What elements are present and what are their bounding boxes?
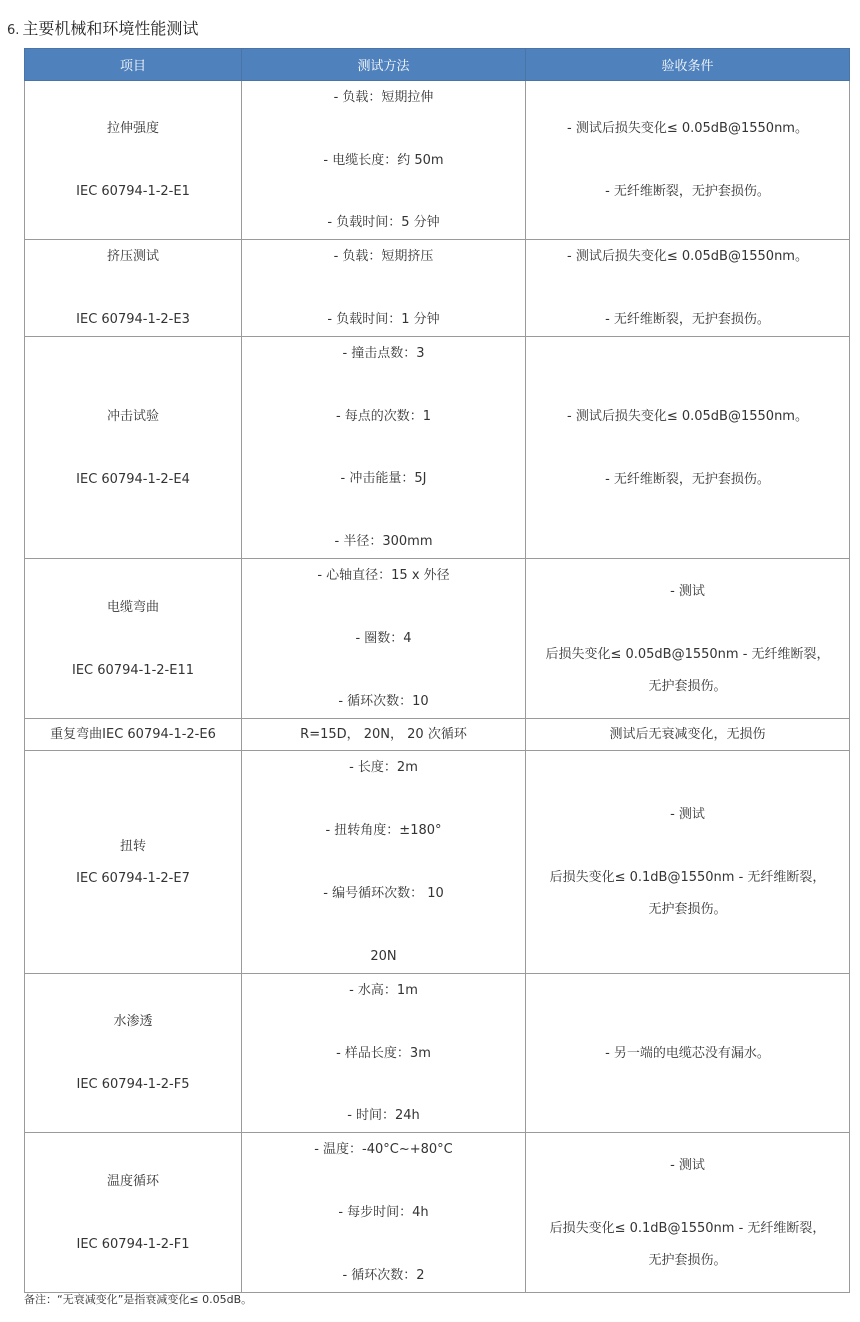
item-name: 扭转 — [119, 838, 146, 854]
method-cell — [242, 719, 526, 751]
method-line: - 温度：-40°C~+80°C — [314, 1142, 453, 1157]
acceptance-cell — [526, 337, 850, 559]
table-row — [25, 81, 850, 240]
method-line: - 水高：1m — [349, 983, 418, 998]
acceptance-line: 无护套损伤。 — [648, 1252, 727, 1268]
item-name: 拉伸强度 — [106, 121, 159, 136]
section-heading — [7, 16, 198, 38]
acceptance-line: - 测试 — [670, 807, 705, 822]
method-line: - 圈数：4 — [355, 631, 412, 646]
method-cell — [242, 337, 526, 559]
method-line: - 样品长度：3m — [336, 1045, 431, 1061]
acceptance-cell — [526, 81, 850, 240]
header-acceptance: 验收条件 — [526, 49, 850, 81]
item-cell — [25, 559, 242, 719]
table-row — [25, 1133, 850, 1293]
item-name: 冲击试验 — [106, 408, 159, 424]
section-title: 主要机械和环境性能测试 — [22, 19, 199, 38]
method-line: R=15D， 20N， 20 次循环 — [300, 727, 467, 742]
method-line: - 时间：24h — [347, 1108, 420, 1123]
item-standard: IEC 60794-1-2-F1 — [76, 1236, 190, 1252]
acceptance-line: 无护套损伤。 — [648, 902, 727, 917]
table-row — [25, 974, 850, 1133]
acceptance-line: 后损失变化≤ 0.1dB@1550nm - 无纤维断裂， — [549, 1220, 826, 1236]
acceptance-cell — [526, 559, 850, 719]
item-cell — [25, 337, 242, 559]
item-cell — [25, 719, 242, 751]
method-line: - 电缆长度：约 50m — [323, 152, 444, 168]
table-row — [25, 719, 850, 751]
method-line: - 半径：300mm — [334, 533, 433, 549]
footnote: 备注：“无衰减变化”是指衰减变化≤ 0.05dB。 — [24, 1293, 253, 1306]
method-cell — [242, 81, 526, 240]
method-line: 20N — [370, 949, 397, 964]
acceptance-cell — [526, 751, 850, 974]
acceptance-line: - 无纤维断裂，无护套损伤。 — [605, 312, 770, 327]
item-name: 挤压测试 — [106, 249, 159, 264]
item-cell — [25, 81, 242, 240]
test-spec-table — [24, 48, 850, 1293]
method-line: - 心轴直径：15 x 外径 — [317, 568, 450, 583]
method-line: - 编号循环次数： 10 — [323, 886, 444, 901]
table-row — [25, 337, 850, 559]
acceptance-line: - 测试后损失变化≤ 0.05dB@1550nm。 — [567, 249, 808, 264]
acceptance-cell — [526, 974, 850, 1133]
method-cell — [242, 240, 526, 337]
method-line: - 撞击点数：3 — [342, 346, 425, 361]
item-standard: IEC 60794-1-2-F5 — [76, 1077, 190, 1092]
acceptance-line: 后损失变化≤ 0.05dB@1550nm - 无纤维断裂， — [545, 646, 830, 662]
method-cell — [242, 1133, 526, 1293]
acceptance-cell — [526, 1133, 850, 1293]
acceptance-cell — [526, 240, 850, 337]
acceptance-line: 后损失变化≤ 0.1dB@1550nm - 无纤维断裂， — [549, 870, 826, 885]
method-line: - 循环次数：10 — [338, 694, 429, 709]
acceptance-line: - 无纤维断裂，无护套损伤。 — [605, 471, 770, 487]
acceptance-line: - 另一端的电缆芯没有漏水。 — [605, 1045, 770, 1061]
item-standard: IEC 60794-1-2-E3 — [76, 312, 190, 327]
method-line: - 负载：短期挤压 — [333, 249, 434, 264]
method-line: - 负载时间：5 分钟 — [327, 215, 440, 230]
method-cell — [242, 974, 526, 1133]
acceptance-line: - 无纤维断裂，无护套损伤。 — [605, 184, 770, 199]
header-item: 项目 — [25, 49, 242, 81]
acceptance-line: 测试后无衰减变化，无损伤 — [609, 727, 766, 742]
item-standard: IEC 60794-1-2-E7 — [76, 870, 190, 886]
method-line: - 每点的次数：1 — [335, 408, 432, 424]
table-row — [25, 559, 850, 719]
item-cell — [25, 974, 242, 1133]
method-line: - 每步时间：4h — [338, 1205, 429, 1220]
acceptance-line: - 测试后损失变化≤ 0.05dB@1550nm。 — [567, 121, 808, 136]
method-line: - 长度：2m — [349, 760, 418, 775]
item-standard: IEC 60794-1-2-E11 — [72, 662, 194, 678]
method-cell — [242, 559, 526, 719]
method-line: - 负载时间：1 分钟 — [327, 312, 440, 327]
table-header-row — [25, 49, 850, 81]
item-name: 温度循环 — [106, 1173, 159, 1189]
method-line: - 循环次数：2 — [342, 1268, 425, 1283]
method-line: - 冲击能量：5J — [340, 471, 427, 487]
table-row — [25, 751, 850, 974]
item-cell — [25, 240, 242, 337]
item-name: 水渗透 — [113, 1014, 153, 1029]
header-method: 测试方法 — [242, 49, 526, 81]
item-standard: IEC 60794-1-2-E4 — [76, 471, 190, 487]
item-cell — [25, 1133, 242, 1293]
method-line: - 扭转角度：±180° — [325, 823, 442, 838]
table-row — [25, 240, 850, 337]
item-cell — [25, 751, 242, 974]
item-name: 重复弯曲IEC 60794-1-2-E6 — [50, 727, 216, 742]
section-number: 6. — [7, 23, 20, 38]
item-standard: IEC 60794-1-2-E1 — [76, 184, 190, 199]
acceptance-line: - 测试 — [670, 1157, 705, 1173]
acceptance-line: - 测试后损失变化≤ 0.05dB@1550nm。 — [567, 408, 808, 424]
acceptance-cell — [526, 719, 850, 751]
method-line: - 负载：短期拉伸 — [333, 90, 434, 105]
item-name: 电缆弯曲 — [106, 599, 159, 615]
method-cell — [242, 751, 526, 974]
acceptance-line: 无护套损伤。 — [648, 678, 727, 694]
acceptance-line: - 测试 — [670, 583, 705, 599]
